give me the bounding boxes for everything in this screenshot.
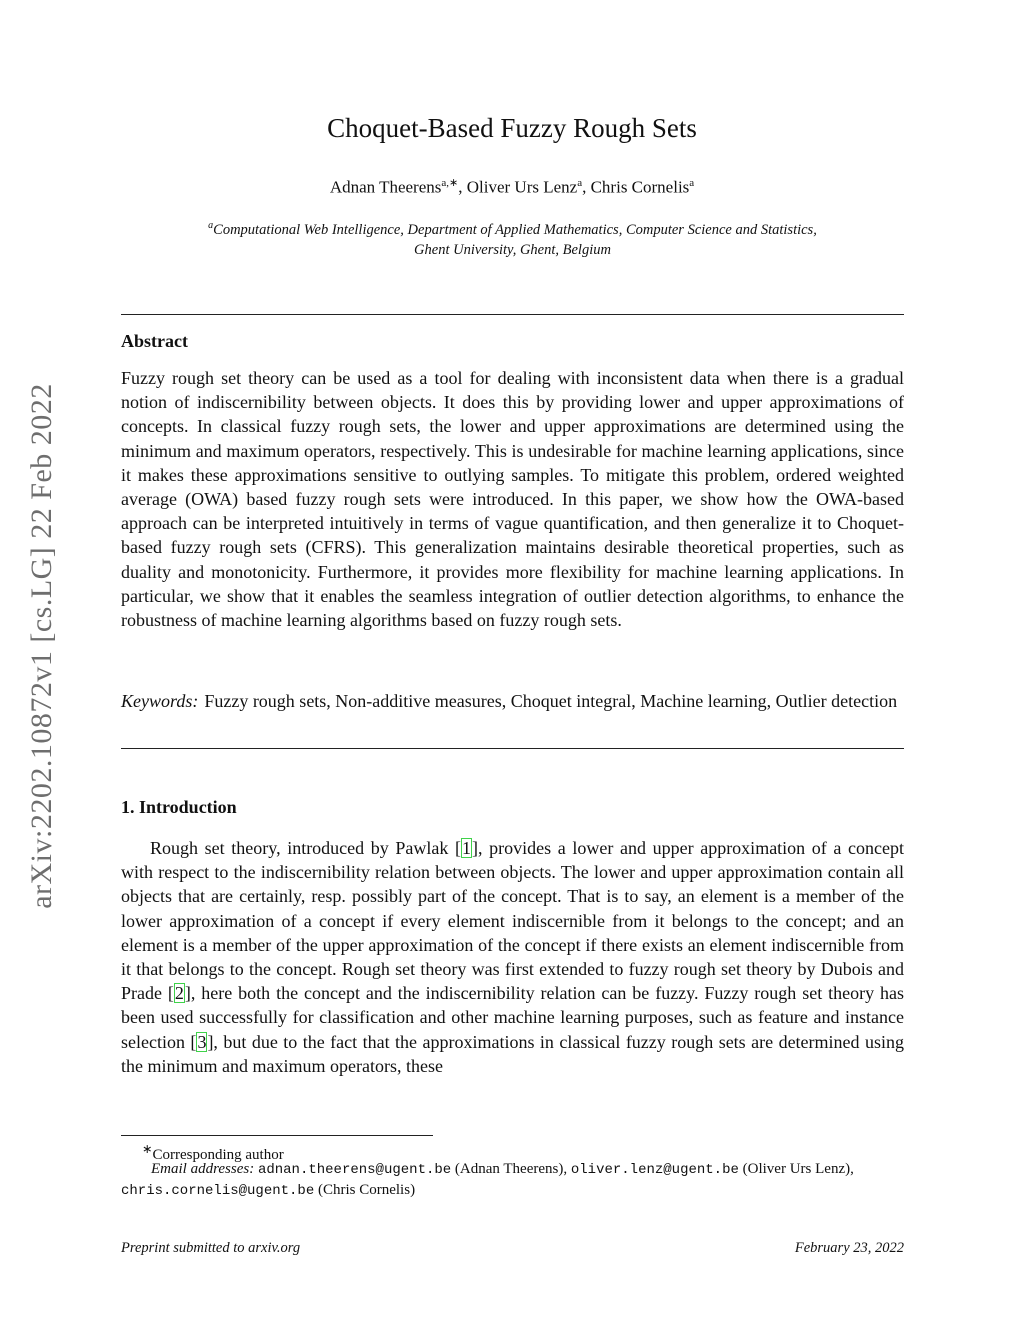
- affiliation-line-1: Computational Web Intelligence, Department of Applied Mathematics, Computer Science and Statistics,: [213, 221, 817, 238]
- email-link[interactable]: adnan.theerens@ugent.be: [257, 1162, 452, 1178]
- footnote-corresponding-text: Corresponding author: [152, 1147, 284, 1163]
- author-list: [0, 176, 1024, 198]
- abstract-text: Fuzzy rough set theory can be used as a tool for dealing with inconsistent data when there is a gradual notion of indiscernibility between objects. It does this by providing lower and upper approximations of concepts. In classical fuzzy rough sets, the lower and upper approximations are determined using the minimum and maximum operators, respectively. This is undesirable for machine learning applications, since it makes these approximations sensitive to outlying samples. To mitigate this problem, ordered weighted average (OWA) based fuzzy rough sets were introduced. In this paper, we show how the OWA-based approach can be interpreted intuitively in terms of vague quantification, and then generalize it to Choquet-based fuzzy rough sets (CFRS). This generalization maintains desirable theoretical properties, such as duality and monotonicity. Furthermore, it provides more flexibility for machine learning applications. In particular, we show that it enables the seamless integration of outlier detection algorithms, to enhance the robustness of machine learning algorithms based on fuzzy rough sets.: [121, 368, 904, 631]
- keywords: [121, 689, 904, 713]
- footnote-mark: ∗: [142, 1142, 153, 1156]
- citation-link[interactable]: 3: [197, 1031, 207, 1052]
- keywords-label: Keywords:: [121, 691, 199, 711]
- email-link[interactable]: oliver.lenz@ugent.be: [570, 1162, 739, 1178]
- paper-title: Choquet-Based Fuzzy Rough Sets: [327, 113, 697, 143]
- footer-date: February 23, 2022: [794, 1240, 904, 1256]
- author-separator: ,: [458, 177, 467, 197]
- affiliation-superscript: a: [208, 220, 214, 231]
- author-superscript: a,∗: [441, 177, 459, 189]
- intro-text: ], provides a lower and upper approximation of a concept with respect to the indiscernibility relation between objects. The lower and upper approximation contain all objects that are certainly, resp. possibly part of the concept. That is to say, an element is a member of the lower approximation of a concept if every element indiscernible from it belongs to the concept; and an element is a member of the upper approximation of the concept if there exists an element indiscernible from it that belongs to the concept. Rough set theory was first extended to fuzzy rough set theory by Dubois and Prade [: [121, 838, 905, 1004]
- intro-text: ], here both the concept and the indiscernibility relation can be fuzzy. Fuzzy rough set theory has been used successfully for classification and other machine learning purposes, such as feature and instance selection [: [121, 983, 904, 1052]
- intro-text: ], but due to the fact that the approximations in classical fuzzy rough sets are determined using the minimum and maximum operators, these: [121, 1031, 904, 1076]
- affiliation: [121, 216, 904, 260]
- keywords-text: Fuzzy rough sets, Non-additive measures, Choquet integral, Machine learning, Outlier detection: [204, 691, 898, 711]
- abstract-top-rule: [121, 314, 904, 315]
- affiliation-line-2: Ghent University, Ghent, Belgium: [414, 241, 611, 258]
- intro-text: Rough set theory, introduced by Pawlak [: [150, 838, 462, 858]
- footer-preprint-note: Preprint submitted to arxiv.org: [121, 1240, 301, 1256]
- email-label: Email addresses:: [151, 1161, 255, 1177]
- arxiv-id: arXiv:2202.10872v1 [cs.LG] 22 Feb 2022: [25, 383, 58, 909]
- author-name: Adnan Theerens: [329, 177, 442, 197]
- abstract-heading: Abstract: [121, 331, 188, 351]
- introduction-heading: 1. Introduction: [121, 797, 237, 817]
- introduction-paragraph: [121, 836, 904, 1078]
- arxiv-stamp: [0, 0, 80, 1325]
- author-name: Oliver Urs Lenz: [466, 177, 578, 197]
- email-owner: (Chris Cornelis): [317, 1182, 416, 1198]
- email-owner: (Oliver Urs Lenz): [742, 1161, 851, 1177]
- author-name: Chris Cornelis: [590, 177, 690, 197]
- abstract-bottom-rule: [121, 748, 904, 749]
- citation-link[interactable]: 2: [174, 983, 184, 1004]
- author-superscript: a: [577, 177, 583, 189]
- email-owner: (Adnan Theerens): [454, 1161, 564, 1177]
- author-superscript: a: [689, 177, 695, 189]
- citation-link[interactable]: 1: [462, 838, 472, 858]
- footnote-rule: [121, 1135, 433, 1136]
- footnote-emails: Email addresses: adnan.theerens@ugent.be (Adnan Theerens), oliver.lenz@ugent.be (Oliver Urs Lenz), chris.cornelis@ugent.be (Chris Cornelis): [121, 1161, 854, 1199]
- email-link[interactable]: chris.cornelis@ugent.be: [121, 1183, 315, 1199]
- author-separator: ,: [582, 177, 591, 197]
